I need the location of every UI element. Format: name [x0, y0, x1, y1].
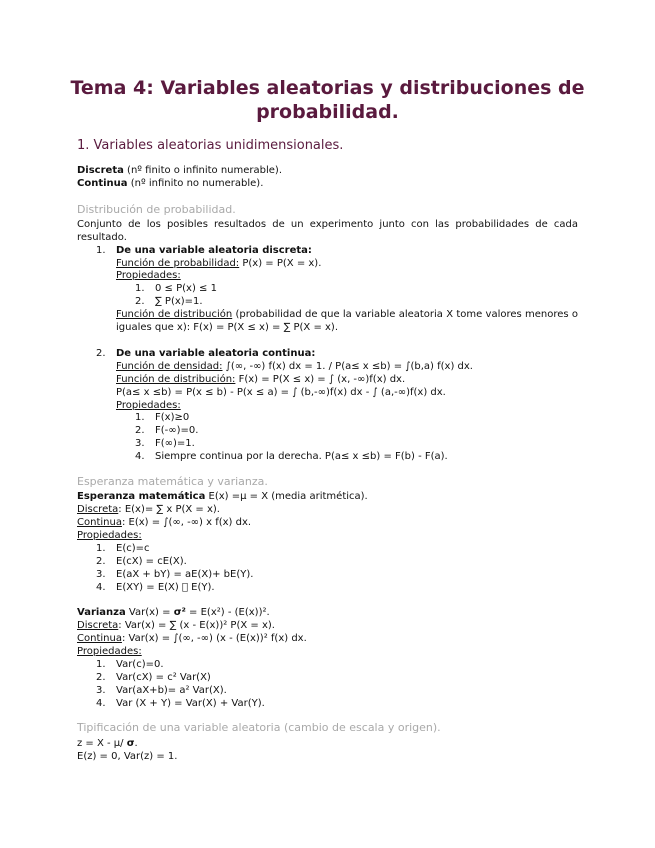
list-text: F(∞)=1. — [155, 438, 195, 449]
funcion-distribucion-text: F(x) = P(X ≤ x) = ∫ (x, -∞)f(x) dx. — [235, 374, 406, 385]
list-number: 4. — [96, 582, 106, 593]
list-number: 1. — [96, 659, 106, 670]
list-text: E(cX) = cE(X). — [116, 556, 187, 567]
list-item — [135, 450, 448, 463]
funcion-densidad-label: Función de densidad: — [116, 361, 223, 372]
discreta-text: (nº finito o infinito numerable). — [123, 165, 283, 176]
list-number: 4. — [96, 698, 106, 709]
sigma-symbol: σ — [126, 738, 135, 749]
continua-text: : Var(x) = ∫(∞, -∞) (x - (E(x))² f(x) dx. — [121, 633, 307, 644]
distribucion-text: Conjunto de los posibles resultados de un experimento junto con las probabilidades de cada resultado. — [77, 219, 578, 243]
funcion-probabilidad-label: Función de probabilidad: — [116, 258, 240, 269]
list-text: Siempre continua por la derecha. P(a≤ x ≤b) = F(b) - F(a). — [155, 451, 448, 462]
formula-text: z = X - μ/ — [77, 738, 127, 749]
funcion-distribucion-label: Función de distribución: — [116, 374, 236, 385]
varianza-text: Var(x) = — [125, 607, 174, 618]
list-number: 3. — [96, 569, 106, 580]
continua-label: Continua — [77, 517, 122, 528]
list-number: 2. — [135, 296, 145, 307]
section-heading: 1. Variables aleatorias unidimensionales. — [77, 138, 344, 153]
discreta-text: : E(x)= ∑ x P(X = x). — [118, 504, 220, 515]
esperanza-text: E(x) =μ = X (media aritmética). — [205, 491, 368, 502]
list-number: 2. — [96, 556, 106, 567]
discreta-text: : Var(x) = ∑ (x - E(x))² P(X = x). — [118, 620, 275, 631]
varianza-continua — [77, 632, 307, 645]
discreta-label: Discreta — [77, 165, 124, 176]
page-title: Tema 4: Variables aleatorias y distribuciones de probabilidad. — [70, 77, 585, 123]
list-text: Var(c)=0. — [116, 659, 164, 670]
list-text: E(aX + bY) = aE(X)+ bE(Y). — [116, 569, 254, 580]
list-item — [135, 424, 198, 437]
continua-line — [77, 177, 263, 190]
esperanza-continua — [77, 516, 251, 529]
subheading-tipificacion: Tipificación de una variable aleatoria (cambio de escala y origen). — [77, 721, 441, 734]
list-number: 1. — [96, 245, 106, 256]
subheading-distribucion: Distribución de probabilidad. — [77, 203, 236, 216]
list-number: 4. — [135, 451, 145, 462]
continua-label: Continua — [77, 178, 128, 189]
tipificacion-formula — [77, 737, 138, 750]
funcion-probabilidad-text: P(x) = P(X = x). — [239, 258, 322, 269]
funcion-distribucion-discreta — [116, 308, 578, 334]
propiedades-label: Propiedades: — [77, 646, 142, 657]
list-item — [96, 581, 215, 594]
varianza-text: = E(x²) - (E(x))². — [185, 607, 270, 618]
list-item — [96, 555, 187, 568]
list-number: 2. — [96, 348, 106, 359]
tipificacion-result: E(z) = 0, Var(z) = 1. — [77, 751, 178, 762]
esperanza-discreta — [77, 503, 220, 516]
funcion-densidad-line — [116, 360, 473, 373]
continua-label: Continua — [77, 633, 122, 644]
list-item — [96, 542, 150, 555]
continua-text: (nº infinito no numerable). — [127, 178, 264, 189]
esperanza-line — [77, 490, 368, 503]
list-item — [135, 282, 217, 295]
list-text: F(-∞)=0. — [155, 425, 199, 436]
list-number: 1. — [135, 283, 145, 294]
funcion-distribucion-continua — [116, 373, 405, 386]
list-number: 1. — [135, 412, 145, 423]
discreta-label: Discreta — [77, 504, 119, 515]
varianza-line — [77, 606, 270, 619]
list-item — [96, 671, 211, 684]
sigma-squared: σ² — [173, 607, 186, 618]
funcion-distribucion-text: (probabilidad de que la variable aleatoria X tome valores menores o iguales que x): F(x) = P(X ≤ x) = ∑ P(X = x). — [116, 309, 578, 333]
discreta-label: Discreta — [77, 620, 119, 631]
list-text: Var(aX+b)= a² Var(X). — [116, 685, 227, 696]
list-text: 0 ≤ P(x) ≤ 1 — [155, 283, 217, 294]
list-text: Var(cX) = c² Var(X) — [116, 672, 211, 683]
propiedades-label: Propiedades: — [116, 400, 181, 411]
formula-text: . — [134, 738, 138, 749]
list-text: F(x)≥0 — [155, 412, 190, 423]
list-text: Var (X + Y) = Var(X) + Var(Y). — [116, 698, 265, 709]
discreta-line — [77, 164, 282, 177]
list-number: 2. — [96, 672, 106, 683]
list-item — [135, 411, 189, 424]
continua-text: : E(x) = ∫(∞, -∞) x f(x) dx. — [121, 517, 252, 528]
funcion-densidad-text: ∫(∞, -∞) f(x) dx = 1. / P(a≤ x ≤b) = ∫(b,a) f(x) dx. — [222, 361, 473, 372]
list-number: 3. — [96, 685, 106, 696]
list-item — [135, 295, 203, 308]
funcion-distribucion-label: Función de distribución — [116, 309, 233, 320]
probability-interval-line: P(a≤ x ≤b) = P(x ≤ b) - P(x ≤ a) = ∫ (b,-∞)f(x) dx - ∫ (a,-∞)f(x) dx. — [116, 387, 446, 398]
continuous-heading: De una variable aleatoria continua: — [116, 348, 316, 359]
subheading-esperanza: Esperanza matemática y varianza. — [77, 475, 268, 488]
list-number: 3. — [135, 438, 145, 449]
propiedades-label: Propiedades: — [116, 270, 181, 281]
list-item — [96, 697, 265, 710]
list-item — [96, 684, 227, 697]
list-text: E(c)=c — [116, 543, 150, 554]
varianza-label: Varianza — [77, 607, 126, 618]
list-item — [96, 658, 164, 671]
list-item — [96, 568, 253, 581]
list-text: E(XY) = E(X) ⃞ E(Y). — [116, 582, 215, 593]
esperanza-label: Esperanza matemática — [77, 491, 206, 502]
discrete-heading: De una variable aleatoria discreta: — [116, 245, 312, 256]
list-number: 2. — [135, 425, 145, 436]
list-text: ∑ P(x)=1. — [155, 296, 203, 307]
propiedades-label: Propiedades: — [77, 530, 142, 541]
varianza-discreta — [77, 619, 275, 632]
list-number: 1. — [96, 543, 106, 554]
list-item — [135, 437, 195, 450]
